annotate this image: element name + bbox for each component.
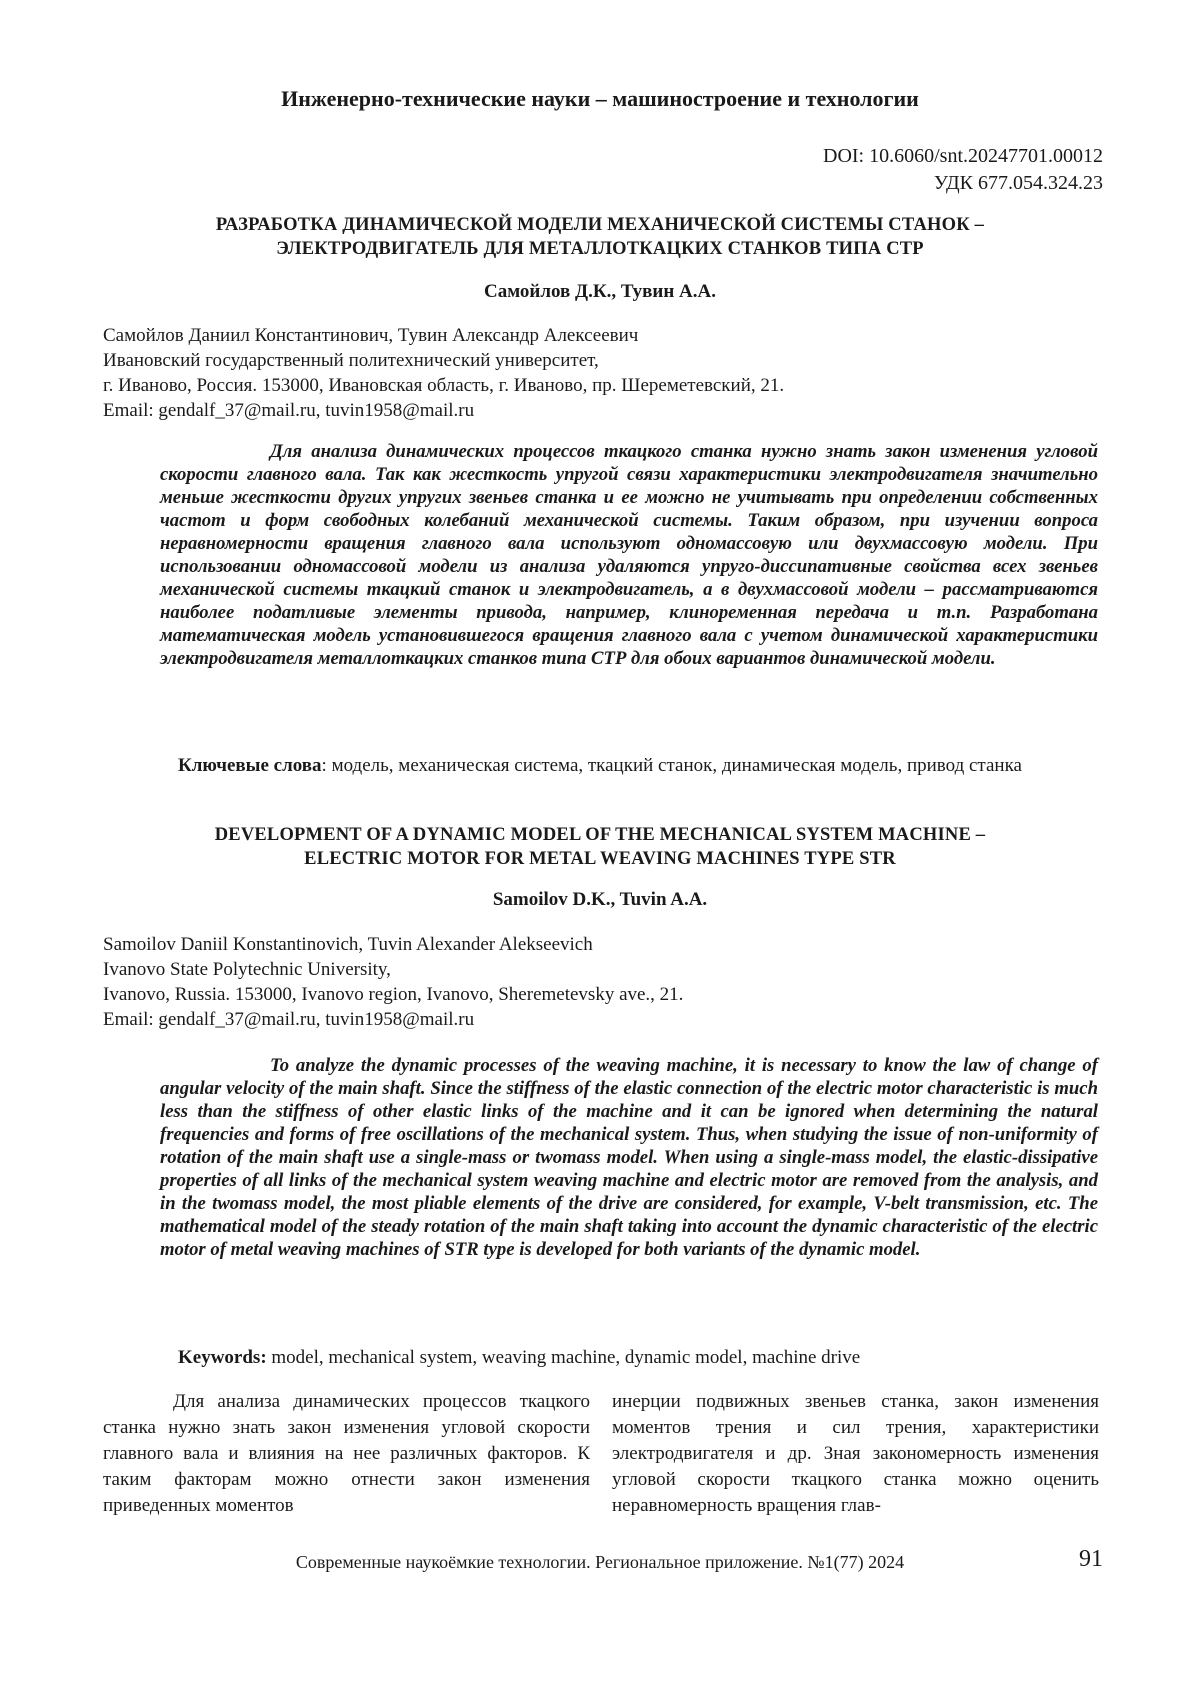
en-affiliation-line: Ivanovo State Polytechnic University,: [103, 959, 391, 980]
ru-title: [120, 213, 1080, 261]
ru-affiliation-line: Ивановский государственный политехнический университет,: [103, 350, 599, 371]
en-abstract-text: To analyze the dynamic processes of the weaving machine, it is necessary to know the law of change of angular velocity of the main shaft. Since the stiffness of the elastic connection of the electric motor characteristic is much less than the stiffness of other elastic links of the machine and it can be ignored when determining the natural frequencies and forms of free oscillations of the mechanical system. Thus, when studying the issue of non-uniformity of rotation of the main shaft use a single-mass or twomass model. When using a single-mass model, the elastic-dissipative properties of all links of the mechanical system weaving machine and electric motor are removed from the analysis, and in the twomass model, the most pliable elements of the drive are considered, for example, V-belt transmission, etc. The mathematical model of the steady rotation of the main shaft taking into account the dynamic characteristic of the electric motor of metal weaving machines of STR type is developed for both variants of the dynamic model.: [160, 1055, 1098, 1260]
ru-authors: Самойлов Д.К., Тувин А.А.: [484, 281, 716, 302]
ru-keywords: [103, 753, 1098, 778]
en-title-line-1: DEVELOPMENT OF A DYNAMIC MODEL OF THE MECHANICAL SYSTEM MACHINE –: [214, 825, 986, 845]
en-keywords-label: Keywords:: [178, 1347, 267, 1368]
en-authors: Samoilov D.K., Tuvin A.A.: [492, 889, 708, 910]
ru-abstract-text: Для анализа динамических процессов ткацкого станка нужно знать закон изменения угловой скорости главного вала. Так как жесткость упругой связи характеристики электродвигателя значительно меньше жесткости других упругих звеньев станка и ее можно не учитывать при определении собственных частот и форм свободных колебаний механической системы. Таким образом, при изучении вопроса неравномерности вращения главного вала используют одномассовую или двухмассовую модели. При использовании одномассовой модели из анализа удаляются упруго-диссипативные свойства всех звеньев механической системы ткацкий станок и электродвигатель, а в двухмассовой модели – рассматриваются наиболее податливые элементы привода, например, клиноременная передача и т.п. Разработана математическая модель установившегося вращения главного вала с учетом динамической характеристики электродвигателя металлоткацких станков типа СТР для обоих вариантов динамической модели.: [160, 441, 1098, 669]
ru-keywords-label: Ключевые слова: [178, 755, 322, 776]
section-header: Инженерно-технические науки – машиностроение и технологии: [281, 86, 919, 111]
en-abstract: [160, 1054, 1098, 1261]
ru-abstract: [160, 440, 1098, 670]
body-paragraph: инерции подвижных звеньев станка, закон изменения моментов трения и сил трения, характеристики электродвигателя и др. Зная закономерность изменения угловой скорости ткацкого станка можно оценить неравномерность вращения глав-: [612, 1391, 1099, 1516]
en-keywords: [103, 1345, 1098, 1370]
body-column-right: [612, 1389, 1099, 1519]
en-affiliation: [103, 932, 1103, 1032]
ru-affiliation-line: Самойлов Даниил Константинович, Тувин Александр Алексеевич: [103, 325, 639, 346]
udc: УДК 677.054.324.23: [933, 172, 1103, 194]
body-column-left: [103, 1389, 590, 1519]
en-affiliation-line: Email: gendalf_37@mail.ru, tuvin1958@mail.ru: [103, 1009, 475, 1030]
ru-affiliation-line: Email: gendalf_37@mail.ru, tuvin1958@mail.ru: [103, 400, 475, 421]
ru-title-line-2: ЭЛЕКТРОДВИГАТЕЛЬ ДЛЯ МЕТАЛЛОТКАЦКИХ СТАНКОВ ТИПА СТР: [276, 239, 924, 259]
en-title: [120, 823, 1080, 871]
doi: DOI: 10.6060/snt.20247701.00012: [823, 145, 1103, 167]
body-paragraph: Для анализа динамических процессов ткацкого станка нужно знать закон изменения угловой скорости главного вала и влияния на нее различных факторов. К таким факторам можно отнести закон изменения приведенных моментов: [103, 1391, 590, 1516]
ru-affiliation-line: г. Иваново, Россия. 153000, Ивановская область, г. Иваново, пр. Шереметевский, 21.: [103, 375, 785, 396]
page-number: 91: [1079, 1546, 1103, 1572]
en-affiliation-line: Ivanovo, Russia. 153000, Ivanovo region, Ivanovo, Sheremetevsky ave., 21.: [103, 984, 684, 1005]
ru-keywords-text: : модель, механическая система, ткацкий станок, динамическая модель, привод станка: [321, 755, 1022, 776]
en-title-line-2: ELECTRIC MOTOR FOR METAL WEAVING MACHINES TYPE STR: [304, 849, 896, 869]
doi-block: [823, 143, 1103, 197]
en-keywords-text: model, mechanical system, weaving machine, dynamic model, machine drive: [266, 1347, 861, 1368]
en-affiliation-line: Samoilov Daniil Konstantinovich, Tuvin Alexander Alekseevich: [103, 934, 593, 955]
ru-title-line-1: РАЗРАБОТКА ДИНАМИЧЕСКОЙ МОДЕЛИ МЕХАНИЧЕСКОЙ СИСТЕМЫ СТАНОК –: [215, 215, 985, 235]
footer-journal: Современные наукоёмкие технологии. Региональное приложение. №1(77) 2024: [295, 1552, 905, 1572]
ru-affiliation: [103, 323, 1103, 423]
